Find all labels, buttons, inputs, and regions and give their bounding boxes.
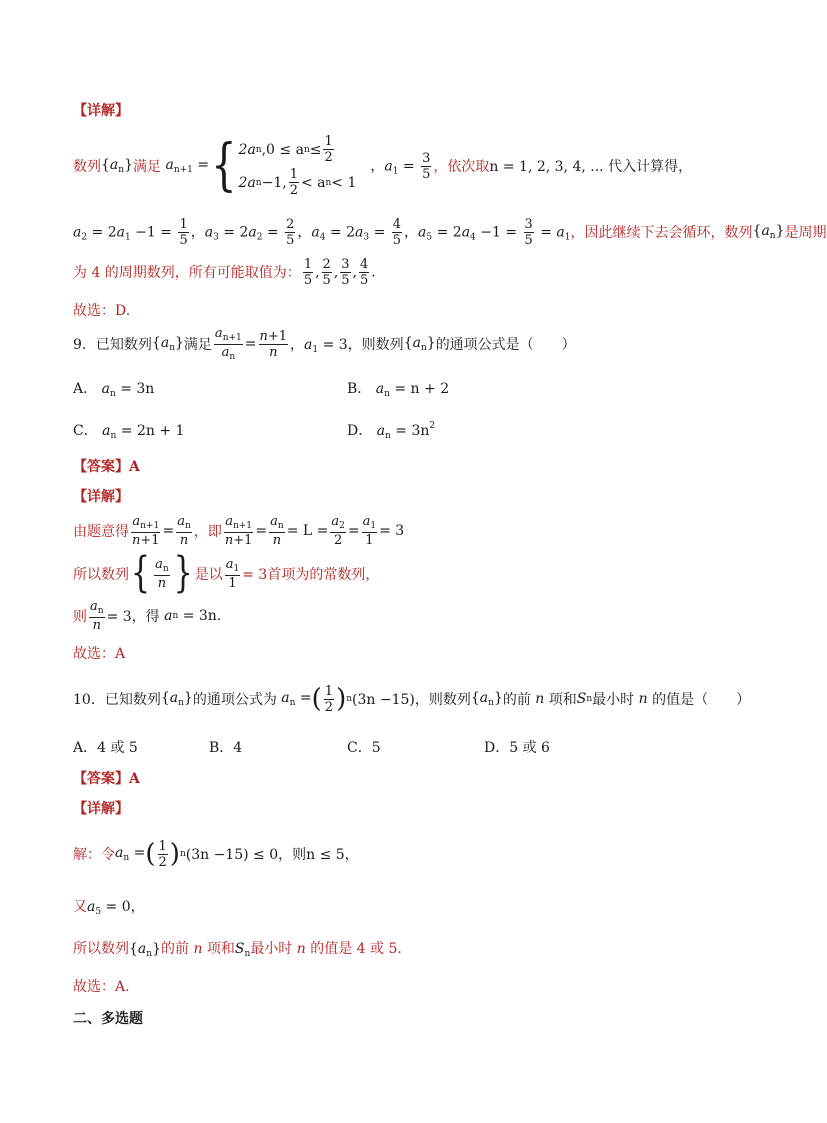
q10-text: n ≤ 5，	[306, 847, 359, 863]
section-heading: 二、多选题	[73, 1011, 143, 1027]
q9-opt-value: = 3n	[395, 423, 430, 439]
q9-text: ，则数列	[347, 337, 404, 353]
q10-text: 最小时	[250, 941, 293, 957]
q10-text: 项和	[548, 692, 577, 708]
q10-text: 项和	[206, 941, 235, 957]
q8-a1: ，$a_1$ = $\frac{3}{5}$	[370, 150, 431, 182]
q9-text: 由题意得	[73, 524, 129, 540]
q9-text: 是以	[194, 567, 223, 583]
q8-possible-values: $\frac{1}{5}$ , $\frac{2}{5}$ , $\frac{3}{5}$ , $\frac{4}{5}$ .	[303, 256, 376, 288]
q9-ellipsis: = L =	[286, 523, 329, 539]
q8-a5: ，$a_5 = 2a_4 -1$ = $\frac{3}{5}$ = $a_1$	[404, 216, 571, 248]
q10-detail-line-3: 所以数列$\{a_n\}$的前 n 项和$S_n$最小时 n 的值是 4 或 5.	[73, 941, 402, 959]
q8-calc-line	[73, 214, 827, 250]
q10-text: (3n −15)，则数列	[352, 692, 471, 708]
q8-a3: ，$a_3 = 2a_2$ = $\frac{2}{5}$	[190, 216, 295, 248]
q9-ratio-rhs: $\frac{n+1}{n}$	[259, 328, 288, 360]
q10-text: (3n −15) ≤ 0，则	[185, 847, 307, 863]
q9-opt-label: A．	[73, 381, 98, 397]
q9-option-d[interactable]: D． $a_n = 3n^2$	[347, 421, 436, 441]
q9-text: = 3首项为的常数列，	[242, 567, 380, 583]
q10-text: 10．已知数列	[73, 692, 161, 708]
q8-seq-an: $\{a_n\}$	[752, 223, 785, 241]
q8-text: 数列	[73, 159, 101, 175]
q10-text: 解：令	[73, 847, 115, 863]
q9-text: = 3n.	[182, 608, 222, 624]
q10-detail-line-2: 又$a_5 = 0$，	[73, 899, 145, 917]
q9-text: ，即	[193, 524, 222, 540]
q10-option-b[interactable]: B．4	[209, 740, 243, 756]
q9-opt-label: C．	[73, 423, 98, 439]
q8-n-values: n = 1, 2, 3, 4, ... 代入计算得，	[489, 159, 693, 175]
q9-text: 满足	[183, 337, 212, 353]
q10-text: 的前	[161, 941, 189, 957]
q9-detail-line-3: 则 $\frac{a_n}{n}$ = 3，得 a n = 3n.	[73, 599, 222, 633]
q9-option-a[interactable]: A． $a_n = 3n$	[73, 381, 155, 399]
q8-answer: 故选：D.	[73, 303, 131, 319]
q8-detail-label: 【详解】	[73, 103, 129, 119]
q10-option-a[interactable]: A．4 或 5	[73, 740, 138, 756]
q9-text: 则	[73, 609, 87, 625]
q8-a2: $a_2 = 2a_1 -1$ = $\frac{1}{5}$	[73, 216, 188, 248]
frac-1-2: $\frac{1}{2}$	[324, 134, 333, 165]
q10-text: = 0，	[105, 899, 145, 915]
q9-detail-label: 【详解】	[73, 489, 129, 505]
q8-cycle-text: 因此继续下去会循环，数列	[584, 225, 753, 241]
q8-seq-an: $\{a_n\}$	[101, 157, 133, 175]
q8-lhs: $a_{n+1}$ =	[165, 157, 210, 175]
q10-text: 最小时	[592, 692, 635, 708]
case-2-expr: 2a	[238, 174, 256, 191]
case-1: 2a n ,0 ≤ a n ≤ $\frac{1}{2}$	[238, 134, 333, 165]
q10-text: 的值是（ ）	[652, 692, 751, 708]
case-2-cond2: < 1	[331, 174, 357, 191]
case-2-cond: < a	[300, 174, 326, 191]
q8-text: ，依次取	[433, 159, 490, 175]
q8-text: 为 4 的周期数列，所有可能取值为：	[73, 265, 301, 281]
q10-text: 的通项公式为	[192, 692, 277, 708]
q8-recurrence-line	[73, 130, 692, 202]
piecewise-brace: {	[211, 133, 237, 199]
piecewise-cases	[239, 135, 357, 197]
q9-ratio: $\frac{a_{n+1}}{a_n}$	[214, 325, 242, 362]
q9-opt-value: = n + 2	[394, 381, 450, 397]
q9-seq-an: $\{a_n\}$	[151, 335, 184, 353]
q9-text: 所以数列	[73, 567, 129, 583]
q8-text: 满足	[133, 159, 161, 175]
q9-option-c[interactable]: C． $a_n = 2n + 1$	[73, 423, 185, 441]
q9-opt-value: = 3n	[120, 381, 155, 397]
q9-answer-label: 【答案】A	[73, 459, 140, 475]
q10-stem: 10．已知数列 $\{a_n\}$ 的通项公式为 $a_n$ = ( $\frac{1}{2}$ ) n (3n −15)，则数列 $\{a_n\}$ 的前 n 项和 S n 最小时 n 的值是（ ）	[73, 683, 751, 715]
q10-text: 的前	[502, 692, 531, 708]
q8-a4: ，$a_4 = 2a_3$ = $\frac{4}{5}$	[297, 216, 402, 248]
q9-detail-line-2: 所以数列 { $\frac{a_n}{n}$ } 是以 $\frac{a_1}{1}$ = 3首项为的常数列，	[73, 548, 380, 598]
q10-text: 又	[73, 899, 87, 915]
q10-choose: 故选：A.	[73, 979, 130, 995]
case-1-cond2: ≤	[309, 141, 322, 158]
case-2-b: −1,	[261, 174, 287, 191]
q9-option-b[interactable]: B． $a_n = n + 2$	[347, 381, 450, 399]
q10-text: 所以数列	[73, 941, 129, 957]
q10-option-d[interactable]: D．5 或 6	[484, 740, 550, 756]
q9-opt-value: = 2n + 1	[120, 423, 185, 439]
q10-detail-line-1: 解：令 $a_n$ = ( $\frac{1}{2}$ ) n (3n −15) ≤ 0，则 n ≤ 5，	[73, 838, 359, 870]
q9-text: = 3，得	[106, 609, 160, 625]
q9-text: 9．已知数列	[73, 337, 152, 353]
q10-option-c[interactable]: C．5	[347, 740, 381, 756]
q9-text: 的通项公式是（ ）	[435, 337, 576, 353]
q10-text: 的值是 4 或 5.	[310, 941, 402, 957]
q8-text: ，因此继续下去会循环，数列	[570, 225, 753, 241]
case-1-expr: 2a	[238, 141, 256, 158]
q10-answer-label: 【答案】A	[73, 771, 140, 787]
q9-choose: 故选：A	[73, 646, 126, 662]
case-1-cond: ,0 ≤ a	[261, 141, 304, 158]
q9-opt-label: D．	[347, 423, 373, 439]
case-2: 2a n −1, $\frac{1}{2}$ < a n < 1	[238, 167, 357, 198]
frac-1-2: $\frac{1}{2}$	[289, 167, 298, 198]
q9-stem: 9．已知数列 $\{a_n\}$ 满足 $\frac{a_{n+1}}{a_n}$ = $\frac{n+1}{n}$ ，$a_1 = 3$ ，则数列 $\{a_n\}$ 的通项公式是（ ）	[73, 325, 576, 362]
q8-values-line	[73, 254, 376, 290]
q10-detail-label: 【详解】	[73, 801, 129, 817]
q9-opt-label: B．	[347, 381, 372, 397]
q8-text: 是周期	[784, 225, 827, 241]
q9-detail-line-1: 由题意得 $\frac{a_{n+1}}{n+1}$ = $\frac{a_n}{n}$ ，即 $\frac{a_{n+1}}{n+1}$ = $\frac{a_n}{n}$ = L = $\frac{a_2}{2}$ = $\frac{a_1}{1}$ = 3	[73, 514, 405, 548]
